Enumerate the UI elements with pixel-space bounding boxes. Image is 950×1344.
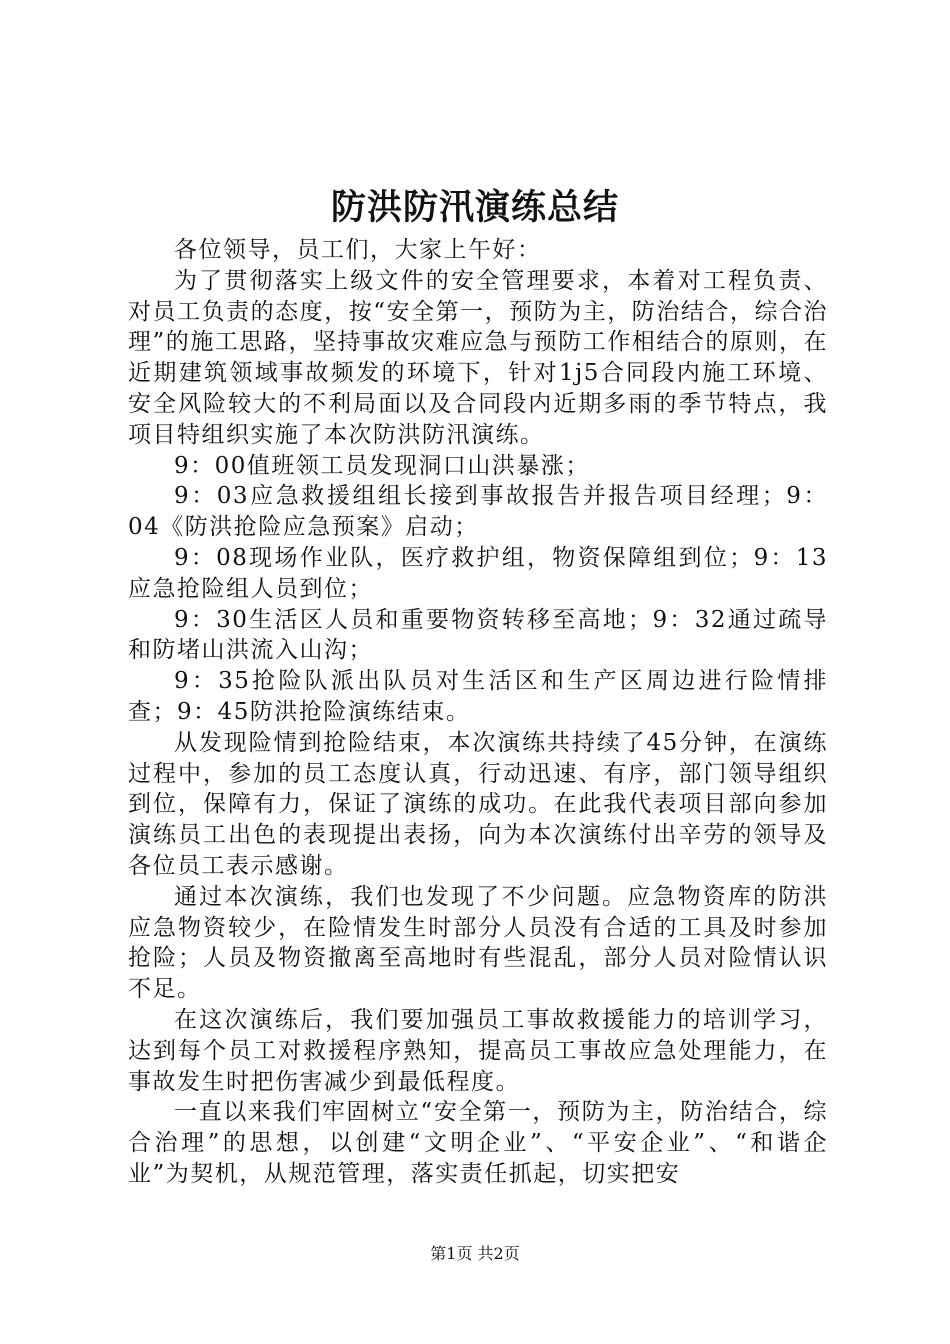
paragraph-timeline-0903: 9：03应急救援组组长接到事故报告并报告项目经理；9：04《防洪抢险应急预案》启动；	[128, 483, 828, 541]
paragraph-result: 从发现险情到抢险结束，本次演练共持续了45分钟，在演练过程中，参加的员工态度认真，行动迅速、有序，部门领导组织到位，保障有力，保证了演练的成功。在此我代表项目部向参加演练员工出色的表现提出表扬，向为本次演练付出辛劳的领导及各位员工表示感谢。	[128, 729, 828, 879]
paragraph-commitment: 一直以来我们牢固树立“安全第一，预防为主，防治结合，综合治理”的思想，以创建“文明企业”、“平安企业”、“和谐企业”为契机，从规范管理，落实责任抓起，切实把安	[128, 1099, 828, 1187]
paragraph-problems: 通过本次演练，我们也发现了不少问题。应急物资库的防洪应急物资较少，在险情发生时部分人员没有合适的工具及时参加抢险；人员及物资撤离至高地时有些混乱，部分人员对险情认识不足。	[128, 883, 828, 1003]
paragraph-timeline-0930: 9：30生活区人员和重要物资转移至高地；9：32通过疏导和防堵山洪流入山沟；	[128, 606, 828, 664]
paragraph-intro: 为了贯彻落实上级文件的安全管理要求，本着对工程负责、对员工负责的态度，按“安全第一，预防为主，防治结合，综合治理”的施工思路，坚持事故灾难应急与预防工作相结合的原则，在近期建筑领域事故频发的环境下，针对1j5合同段内施工环境、安全风险较大的不利局面以及合同段内近期多雨的季节特点，我项目特组织实施了本次防洪防汛演练。	[128, 267, 828, 448]
paragraph-greeting: 各位领导，员工们，大家上午好：	[174, 237, 542, 263]
paragraph-timeline-0908: 9：08现场作业队，医疗救护组，物资保障组到位；9：13应急抢险组人员到位；	[128, 544, 828, 602]
page-number-footer: 第1页 共2页	[430, 1244, 520, 1263]
paragraph-timeline-0900: 9：00值班领工员发现洞口山洪暴涨；	[174, 452, 590, 479]
paragraph-timeline-0935: 9：35抢险队派出队员对生活区和生产区周边进行险情排查；9：45防洪抢险演练结束。	[128, 668, 828, 725]
document-title: 防洪防汛演练总结	[330, 187, 619, 228]
paragraph-improvement: 在这次演练后，我们要加强员工事故救援能力的培训学习，达到每个员工对救援程序熟知，提高员工事故应急处理能力，在事故发生时把伤害减少到最低程度。	[128, 1006, 828, 1095]
document-body	[128, 235, 828, 1190]
